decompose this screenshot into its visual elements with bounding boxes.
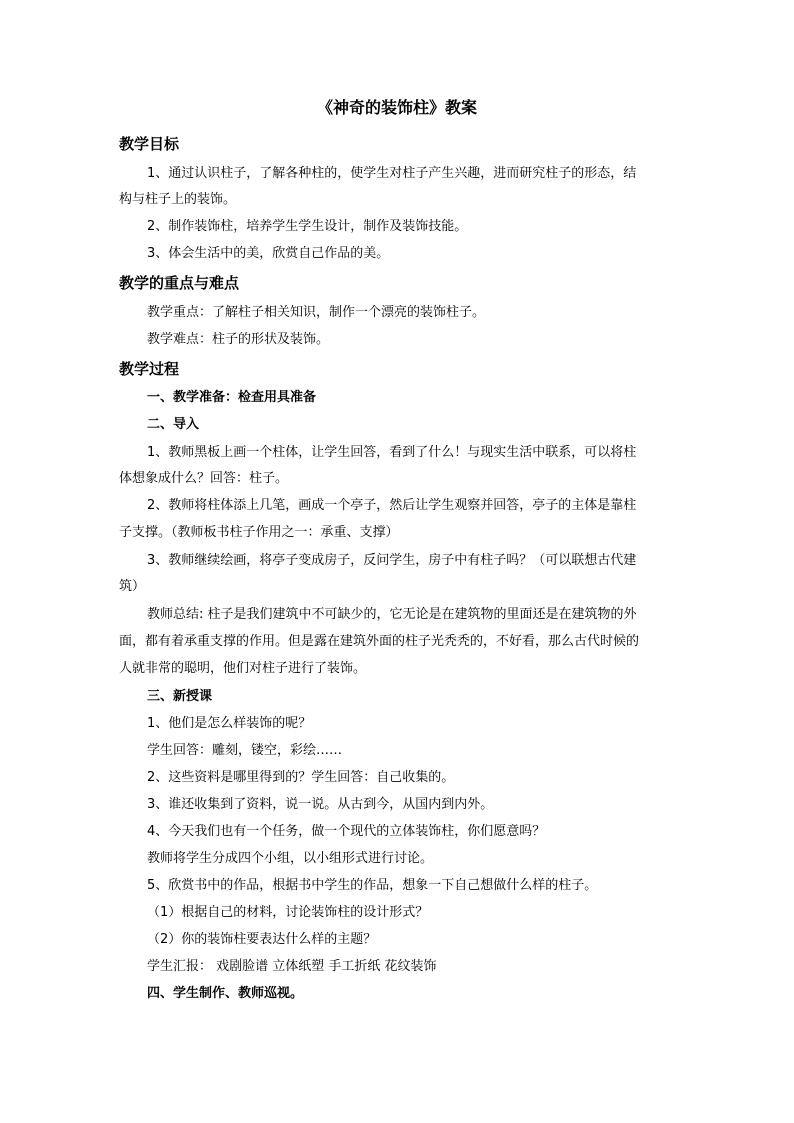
new-5-q2: （2）你的装饰柱要表达什么样的主题？ [147, 932, 377, 947]
goal-1-line-1: 1、通过认识柱子，了解各种柱的，使学生对柱子产生兴趣，进而研究柱子的形态，结 [147, 166, 637, 181]
heading-process: 教学过程 [119, 360, 180, 378]
intro-3-line-2: 筑） [119, 579, 146, 594]
heading-focus: 教学的重点与难点 [119, 274, 240, 292]
new-4-note: 教师将学生分成四个小组，以小组形式进行讨论。 [147, 851, 434, 866]
goal-3: 3、体会生活中的美，欣赏自己作品的美。 [147, 246, 390, 261]
section-intro: 二、导入 [147, 417, 200, 432]
summary-line-3: 人就非常的聪明，他们对柱子进行了装饰。 [119, 661, 367, 676]
focus-key: 教学重点：了解柱子相关知识，制作一个漂亮的装饰柱子。 [147, 305, 486, 320]
intro-2-line-1: 2、教师将柱体添上几笔，画成一个亭子，然后让学生观察并回答，亭子的主体是靠柱 [147, 498, 637, 513]
page-title: 《神奇的装饰柱》教案 [316, 98, 477, 117]
student-report: 学生汇报： 戏剧脸谱 立体纸塑 手工折纸 花纹装饰 [147, 959, 437, 974]
new-2: 2、这些资料是哪里得到的？学生回答：自己收集的。 [147, 770, 455, 785]
new-1: 1、他们是怎么样装饰的呢？ [147, 716, 312, 731]
intro-2-line-2: 子支撑。（教师板书柱子作用之一：承重、支撑） [119, 525, 399, 540]
goal-1-line-2: 构与柱子上的装饰。 [119, 192, 237, 207]
section-prep: 一、教学准备：检查用具准备 [147, 390, 317, 405]
summary-line-2: 面，都有着承重支撑的作用。但是露在建筑外面的柱子光秃秃的，不好看，那么古代时候的 [119, 634, 640, 649]
section-new-lesson: 三、新授课 [147, 689, 213, 704]
intro-3-line-1: 3、教师继续绘画，将亭子变成房子，反问学生，房子中有柱子吗？（可以联想古代建 [147, 553, 637, 568]
new-4: 4、今天我们也有一个任务，做一个现代的立体装饰柱，你们愿意吗？ [147, 824, 546, 839]
section-practice: 四、学生制作、教师巡视。 [147, 986, 304, 1001]
focus-difficult: 教学难点：柱子的形状及装饰。 [147, 332, 330, 347]
intro-1-line-2: 体想象成什么？回答：柱子。 [119, 471, 289, 486]
new-5: 5、欣赏书中的作品，根据书中学生的作品，想象一下自己想做什么样的柱子。 [147, 878, 598, 893]
goal-2: 2、制作装饰柱，培养学生学生设计，制作及装饰技能。 [147, 219, 468, 234]
new-5-q1: （1）根据自己的材料，讨论装饰柱的设计形式？ [147, 905, 429, 920]
intro-1-line-1: 1、教师黑板上画一个柱体，让学生回答，看到了什么！与现实生活中联系，可以将柱 [147, 445, 637, 460]
new-1-answer: 学生回答：雕刻，镂空，彩绘…… [147, 743, 343, 758]
new-3: 3、谁还收集到了资料，说一说。从古到今，从国内到内外。 [147, 797, 494, 812]
summary-line-1: 教师总结: 柱子是我们建筑中不可缺少的，它无论是在建筑物的里面还是在建筑物的外 [147, 607, 637, 622]
heading-goals: 教学目标 [119, 135, 180, 153]
